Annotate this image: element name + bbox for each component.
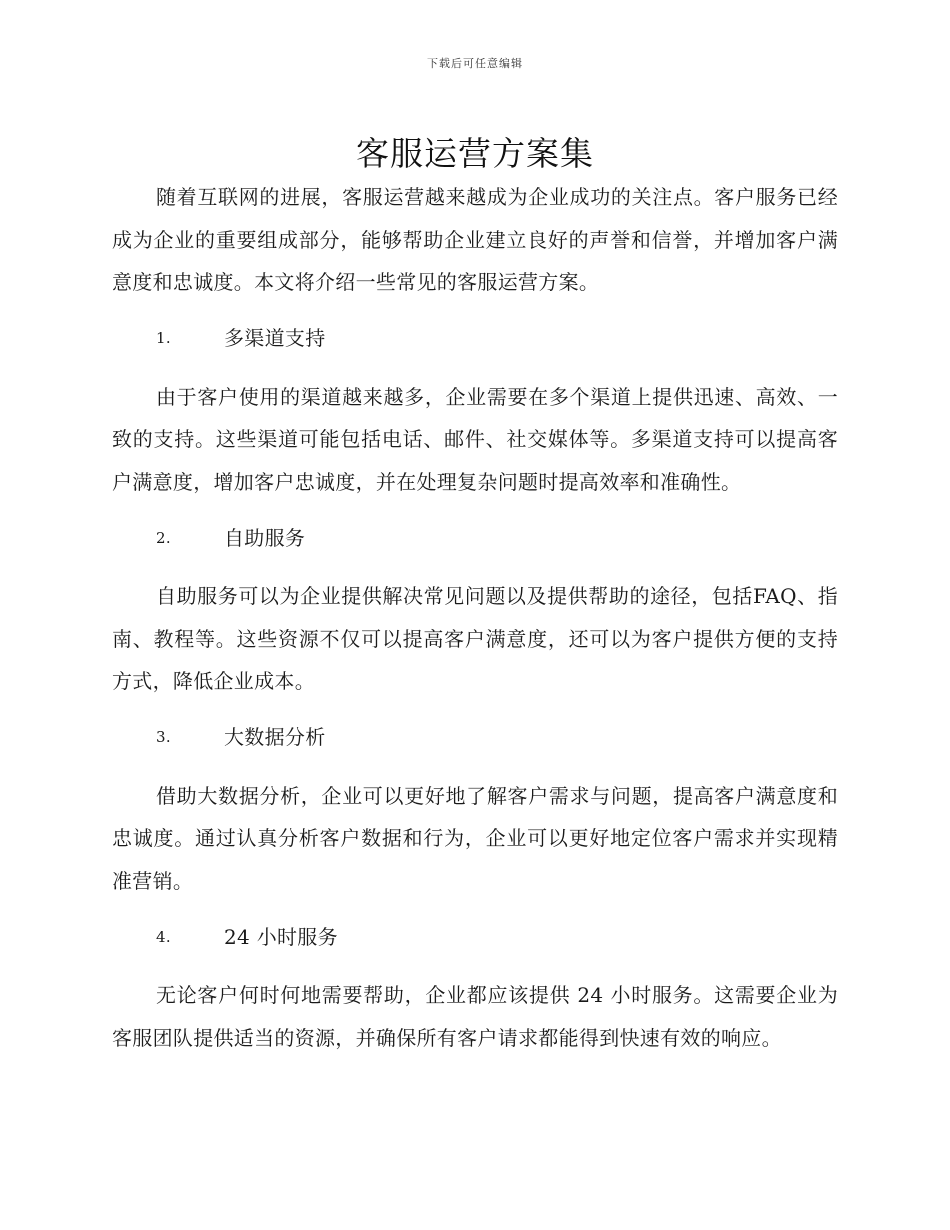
section-paragraph-1: 由于客户使用的渠道越来越多，企业需要在多个渠道上提供迅速、高效、一致的支持。这些渠道可能包括电话、邮件、社交媒体等。多渠道支持可以提高客户满意度，增加客户忠诚度，并在处理复杂问题时提高效率和准确性。 [112,384,838,494]
page-title: 客服运营方案集 [356,134,594,173]
section-number: 3. [156,728,171,747]
section-paragraph-2: 自助服务可以为企业提供解决常见问题以及提供帮助的途径，包括FAQ、指南、教程等。这些资源不仅可以提高客户满意度，还可以为客户提供方便的支持方式，降低企业成本。 [112,584,838,693]
section-title: 多渠道支持 [224,326,326,351]
section-heading-1 [112,312,838,366]
intro-paragraph: 随着互联网的进展，客服运营越来越成为企业成功的关注点。客户服务已经成为企业的重要组成部分，能够帮助企业建立良好的声誉和信誉，并增加客户满意度和忠诚度。本文将介绍一些常见的客服运营方案。 [112,185,838,294]
section-heading-3 [112,711,838,765]
section-title: 大数据分析 [224,725,326,750]
section-number: 2. [156,528,171,547]
document-body [112,176,838,1059]
section-title: 自助服务 [224,525,306,550]
section-number: 4. [156,927,171,946]
header-note: 下载后可任意编辑 [427,57,523,70]
section-paragraph-3: 借助大数据分析，企业可以更好地了解客户需求与问题，提高客户满意度和忠诚度。通过认真分析客户数据和行为，企业可以更好地定位客户需求并实现精准营销。 [112,783,838,893]
section-heading-2 [112,511,838,565]
section-title: 24 小时服务 [224,924,338,949]
section-heading-4 [112,910,838,964]
section-paragraph-4: 无论客户何时何地需要帮助，企业都应该提供 24 小时服务。这需要企业为客服团队提供适当的资源，并确保所有客户请求都能得到快速有效的响应。 [112,983,838,1050]
section-number: 1. [156,329,171,348]
